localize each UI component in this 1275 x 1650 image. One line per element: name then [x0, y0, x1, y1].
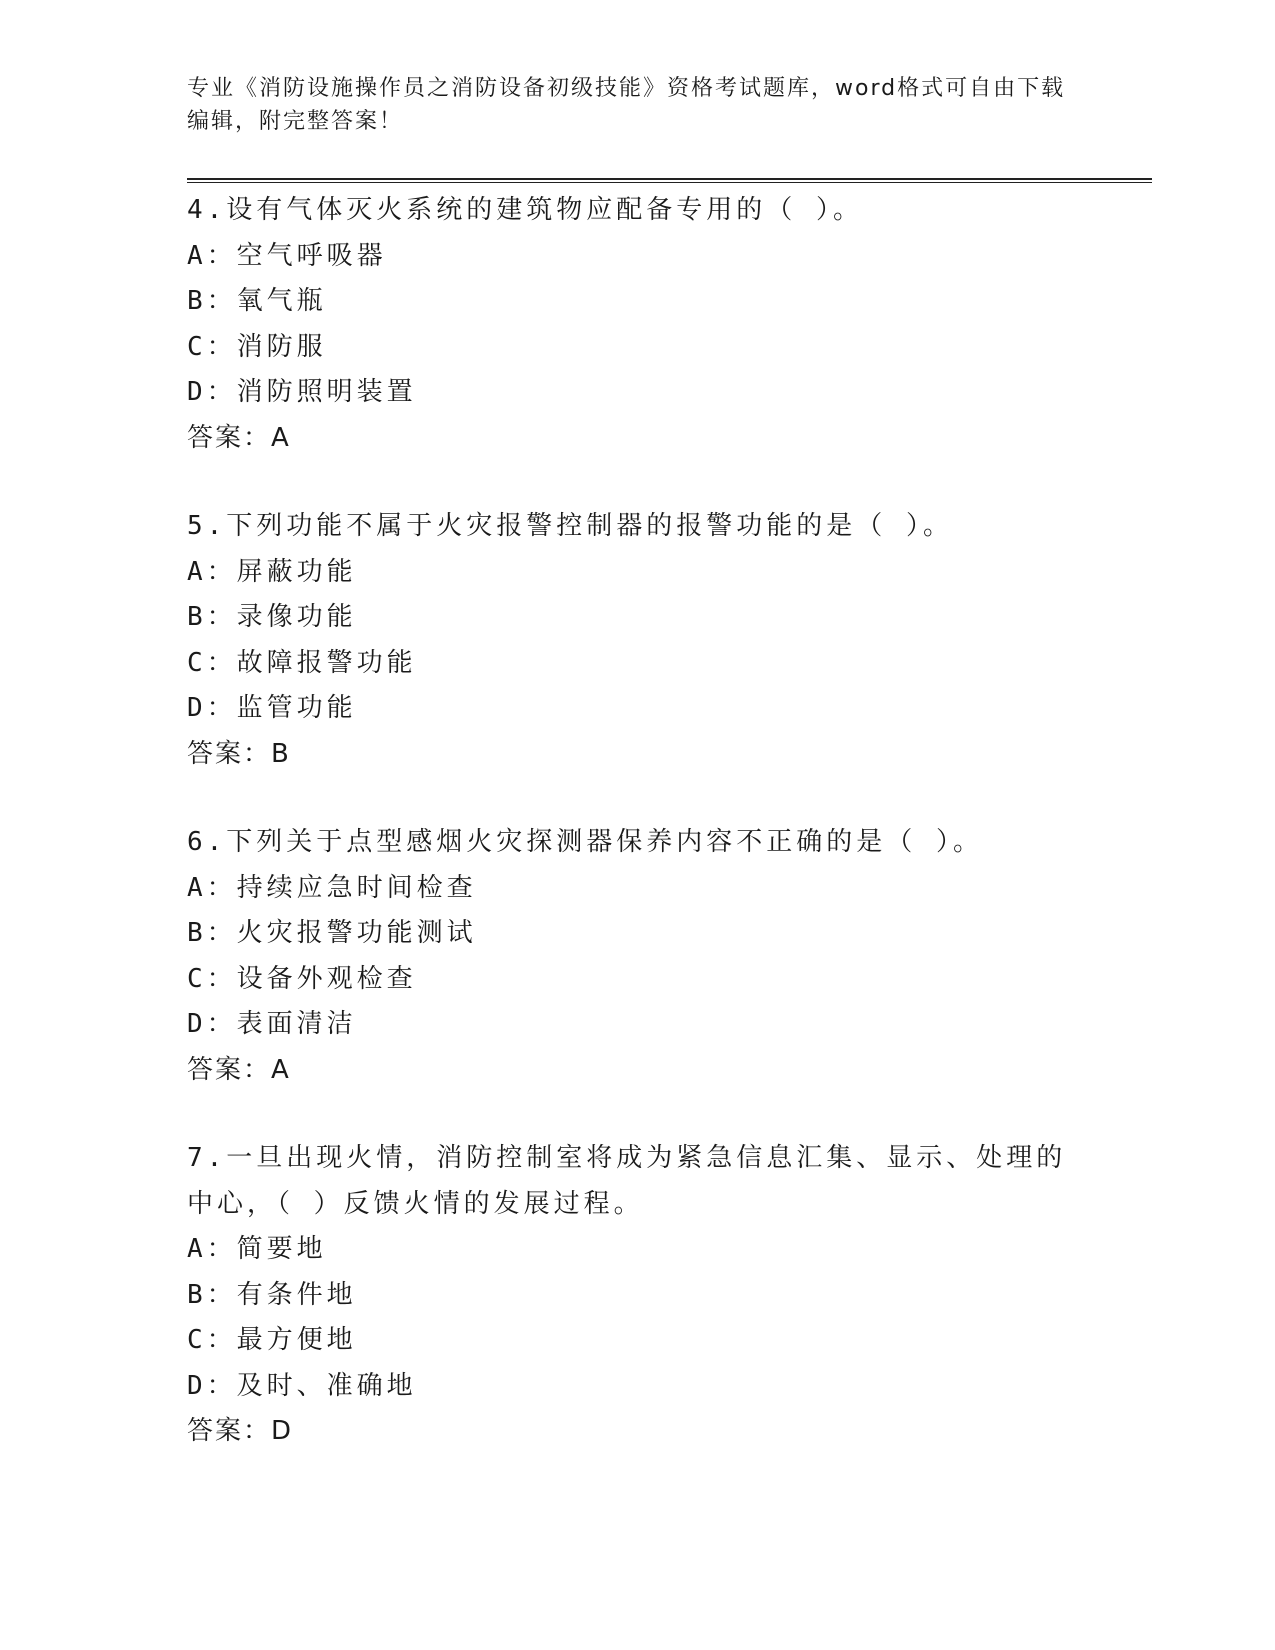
option-a: A：空气呼吸器: [187, 240, 387, 271]
option-c: C：设备外观检查: [187, 963, 417, 994]
option-a: A：屏蔽功能: [187, 556, 357, 587]
answer-line: 答案：A: [187, 422, 291, 453]
option-c: C：最方便地: [187, 1325, 357, 1355]
option-a: A：持续应急时间检查: [187, 872, 477, 903]
question-7: [187, 1136, 1087, 1455]
option-b: B：火灾报警功能测试: [187, 918, 477, 948]
question-stem: 7.一旦出现火情，消防控制室将成为紧急信息汇集、显示、处理的中心，（ ）反馈火情的发展过程。: [187, 1143, 1067, 1219]
option-d: D：及时、准确地: [187, 1370, 417, 1401]
option-a: A：简要地: [187, 1234, 327, 1264]
option-d: D：监管功能: [187, 693, 357, 723]
answer-line: 答案：A: [187, 1054, 291, 1085]
option-b: B：有条件地: [187, 1279, 357, 1310]
question-4: [187, 188, 1087, 461]
question-stem: 5.下列功能不属于火灾报警控制器的报警功能的是（ ）。: [187, 511, 953, 541]
document-intro: 专业《消防设施操作员之消防设备初级技能》资格考试题库，word格式可自由下载编辑，附完整答案！: [187, 76, 1066, 134]
option-d: D：表面清洁: [187, 1009, 357, 1039]
header-divider: [187, 178, 1152, 183]
answer-line: 答案：B: [187, 738, 291, 769]
question-stem: 6.下列关于点型感烟火灾探测器保养内容不正确的是（ ）。: [187, 827, 983, 857]
question-5: [187, 504, 1087, 777]
question-list: [187, 188, 1087, 1498]
question-stem: 4.设有气体灭火系统的建筑物应配备专用的（ ）。: [187, 195, 863, 225]
option-b: B：氧气瓶: [187, 286, 327, 316]
question-6: [187, 820, 1087, 1093]
answer-line: 答案：D: [187, 1416, 294, 1446]
option-c: C：故障报警功能: [187, 647, 417, 678]
option-b: B：录像功能: [187, 602, 357, 632]
option-d: D：消防照明装置: [187, 377, 417, 407]
option-c: C：消防服: [187, 331, 327, 362]
